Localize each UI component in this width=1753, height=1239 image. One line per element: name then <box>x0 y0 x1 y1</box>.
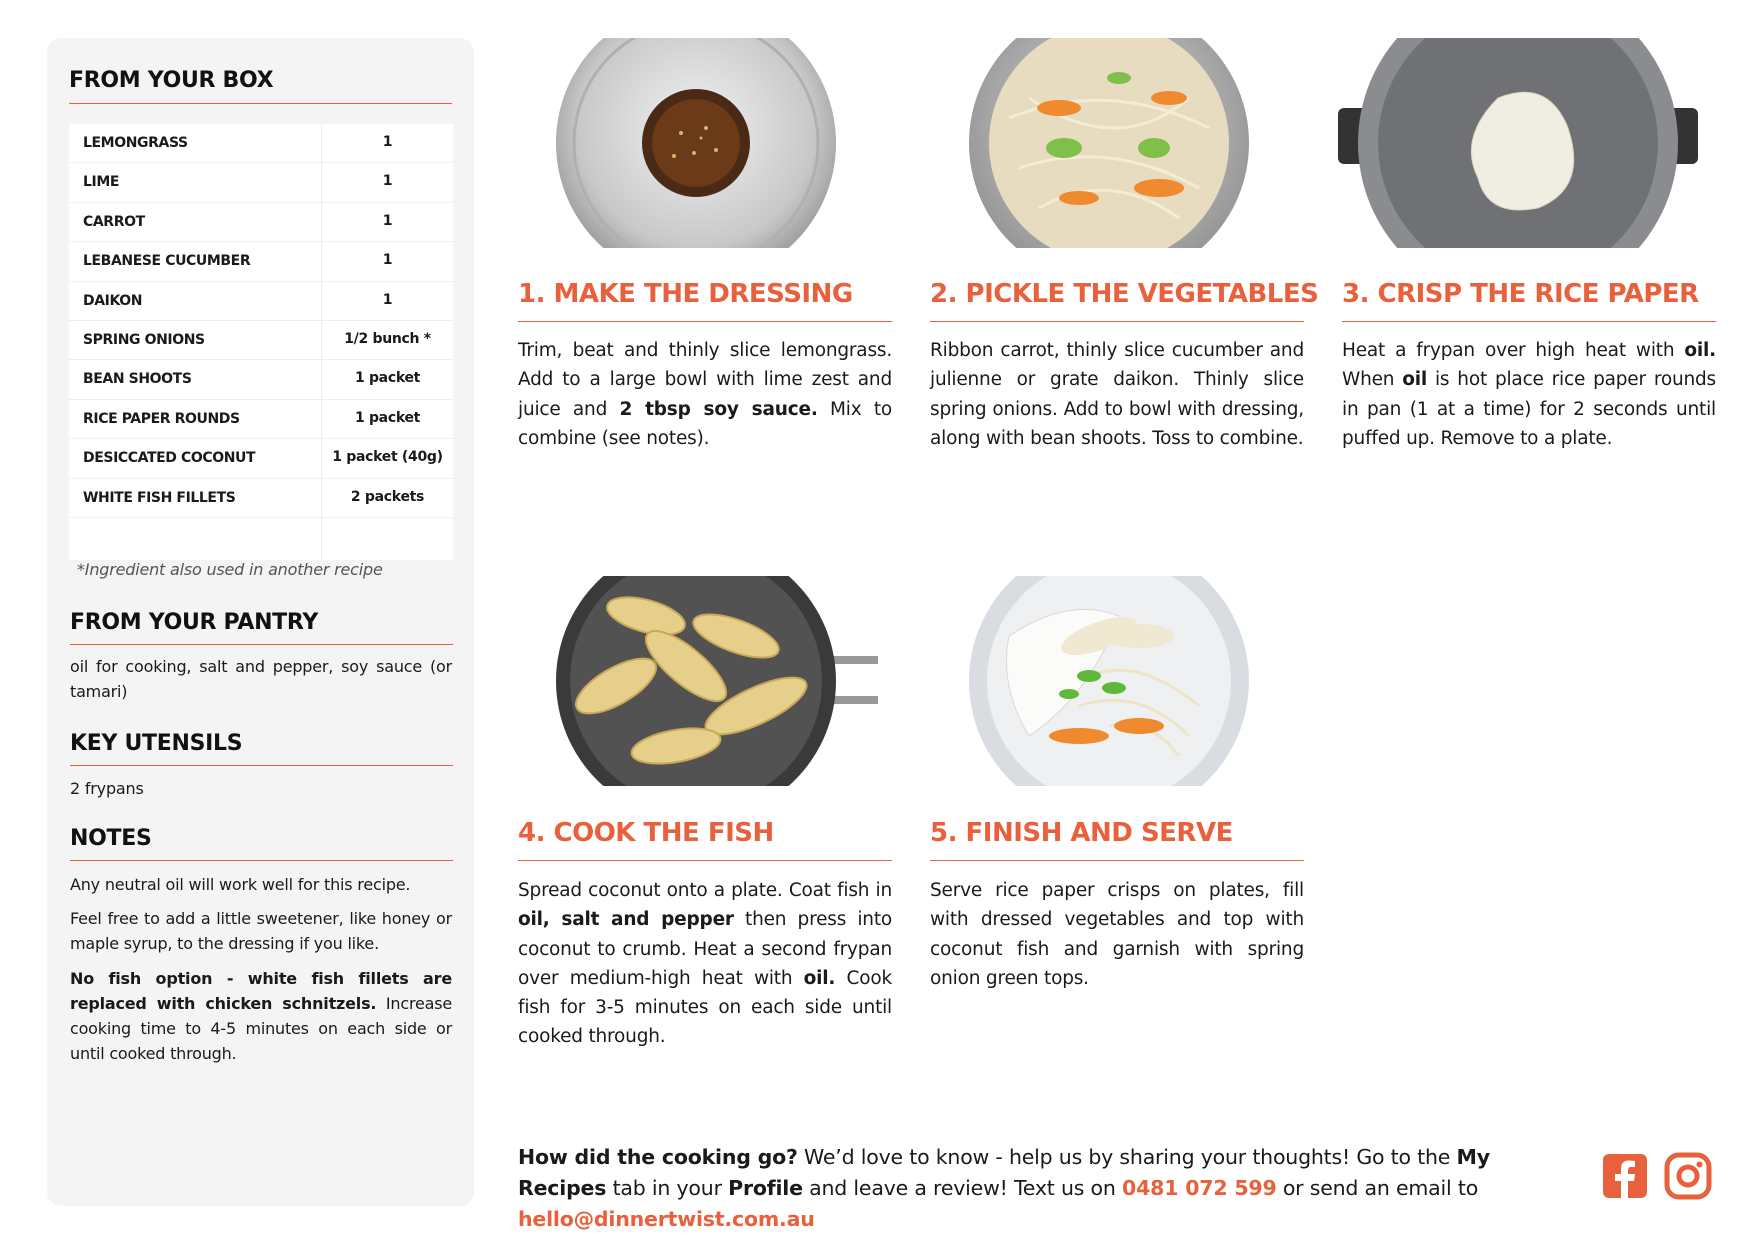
step-4-text <box>518 876 892 1052</box>
ingredient-row-empty <box>69 518 453 560</box>
divider <box>69 103 452 104</box>
note-3-bold: No fish option - white fish fillets are replaced with chicken schnitzels. <box>70 969 452 1013</box>
text: then press into coconut to crumb. Heat a second frypan over medium-high heat with <box>518 909 892 989</box>
from-your-box-heading: FROM YOUR BOX <box>69 68 274 93</box>
divider <box>70 860 453 861</box>
note-3 <box>70 966 452 1066</box>
ingredient-name: DAIKON <box>69 282 322 320</box>
ingredient-qty: 1 <box>382 134 393 150</box>
sidebar <box>47 38 474 1206</box>
divider <box>930 860 1304 861</box>
ingredient-name: SPRING ONIONS <box>69 321 322 359</box>
ingredient-name: LEMONGRASS <box>69 124 322 162</box>
pantry-text: oil for cooking, salt and pepper, soy sauce (or tamari) <box>70 657 452 701</box>
ingredient-qty: 1 <box>382 291 393 308</box>
ingredient-table <box>69 124 453 560</box>
bold-text: oil. <box>803 967 836 989</box>
ingredient-row <box>69 439 453 478</box>
ingredient-row <box>69 360 453 399</box>
ingredient-qty: 1/2 bunch * <box>344 330 431 347</box>
text: tab in your <box>606 1176 729 1200</box>
divider <box>1342 321 1716 322</box>
ingredient-qty: 1 packet <box>354 370 421 387</box>
divider <box>518 321 892 322</box>
bold-text: oil. <box>1684 340 1716 361</box>
ingredient-row <box>69 282 453 321</box>
ingredient-row <box>69 124 453 163</box>
ingredient-name: DESICCATED COCONUT <box>69 439 322 477</box>
text: We’d love to know - help us by sharing your thoughts! Go to the <box>797 1145 1457 1169</box>
bold-text: oil <box>1402 369 1428 391</box>
divider <box>930 321 1304 322</box>
bold-text: oil, salt and pepper <box>518 909 734 931</box>
step-4-title: 4. COOK THE FISH <box>518 818 774 848</box>
from-your-pantry-heading: FROM YOUR PANTRY <box>70 610 318 635</box>
step-1-photo <box>556 38 836 248</box>
ingredient-name: LEBANESE CUCUMBER <box>69 242 322 280</box>
ingredient-row <box>69 203 453 242</box>
bold-text: 2 tbsp soy sauce. <box>619 398 818 420</box>
divider <box>70 765 453 766</box>
step-2-photo <box>969 38 1249 248</box>
ingredient-name: BEAN SHOOTS <box>69 360 322 398</box>
step-1-text <box>518 336 892 453</box>
step-5-title: 5. FINISH AND SERVE <box>930 818 1233 848</box>
facebook-icon[interactable] <box>1601 1152 1649 1200</box>
text: is hot place rice paper rounds in pan (1 at a time) for 2 seconds until puffed up. Remove to a plate. <box>1342 369 1716 449</box>
instagram-icon[interactable] <box>1664 1152 1712 1200</box>
ingredient-name: LIME <box>69 163 322 201</box>
text: Heat a frypan over high heat with <box>1342 340 1685 361</box>
ingredient-qty: 1 packet (40g) <box>332 449 443 466</box>
ingredient-qty: 1 packet <box>354 409 421 426</box>
feedback-footer <box>518 1142 1578 1235</box>
utensils-text: 2 frypans <box>70 779 144 798</box>
step-2-text: Ribbon carrot, thinly slice cucumber and julienne or grate daikon. Thinly slice spring onions. Add to bowl with dressing, along with bean shoots. Toss to combine. <box>930 340 1304 449</box>
text: Trim, beat and thinly slice lemongrass. Add to a large bowl with lime zest and juice and <box>518 340 892 420</box>
text: Spread coconut onto a plate. Coat fish in <box>518 880 892 901</box>
step-1-title: 1. MAKE THE DRESSING <box>518 279 853 309</box>
note-1: Any neutral oil will work well for this recipe. <box>70 875 411 894</box>
step-3-text <box>1342 336 1716 453</box>
ingredient-row <box>69 400 453 439</box>
step-3-photo <box>1338 38 1698 248</box>
footnote: *Ingredient also used in another recipe <box>77 560 383 579</box>
text: Mix to combine (see notes). <box>518 398 893 449</box>
step-5-text: Serve rice paper crisps on plates, fill with dressed vegetables and top with coconut fish and garnish with spring onion green tops. <box>930 880 1304 989</box>
ingredient-row <box>69 163 453 202</box>
notes-heading: NOTES <box>70 826 152 851</box>
key-utensils-heading: KEY UTENSILS <box>70 731 243 756</box>
ingredient-qty: 1 <box>382 252 393 269</box>
note-3-rest: Increase cooking time to 4-5 minutes on each side or until cooked through. <box>70 994 453 1063</box>
text: Cook fish for 3-5 minutes on each side until cooked through. <box>518 967 892 1048</box>
step-3-title: 3. CRISP THE RICE PAPER <box>1342 279 1699 309</box>
text: When <box>1342 369 1403 391</box>
phone-link[interactable]: 0481 072 599 <box>1122 1176 1277 1200</box>
ingredient-qty: 2 packets <box>350 488 425 505</box>
ingredient-qty: 1 <box>382 212 393 229</box>
ingredient-name: WHITE FISH FILLETS <box>69 479 322 517</box>
footer-question: How did the cooking go? <box>518 1145 798 1169</box>
step-5-photo <box>969 576 1249 786</box>
ingredient-row <box>69 242 453 281</box>
step-2-title: 2. PICKLE THE VEGETABLES <box>930 279 1319 309</box>
ingredient-row <box>69 321 453 360</box>
ingredient-name: CARROT <box>69 203 322 241</box>
step-4-photo <box>556 576 878 786</box>
note-2: Feel free to add a little sweetener, like honey or maple syrup, to the dressing if you like. <box>70 909 452 953</box>
ingredient-row <box>69 479 453 518</box>
ingredient-name: RICE PAPER ROUNDS <box>69 400 322 438</box>
divider <box>70 644 453 645</box>
ingredient-qty: 1 <box>382 173 393 190</box>
profile-label: Profile <box>728 1176 803 1200</box>
text: and leave a review! Text us on <box>802 1176 1122 1200</box>
divider <box>518 860 892 861</box>
text: or send an email to <box>1276 1176 1479 1200</box>
email-link[interactable]: hello@dinnertwist.com.au <box>518 1207 815 1231</box>
my-recipes-label: My Recipes <box>518 1145 1490 1200</box>
